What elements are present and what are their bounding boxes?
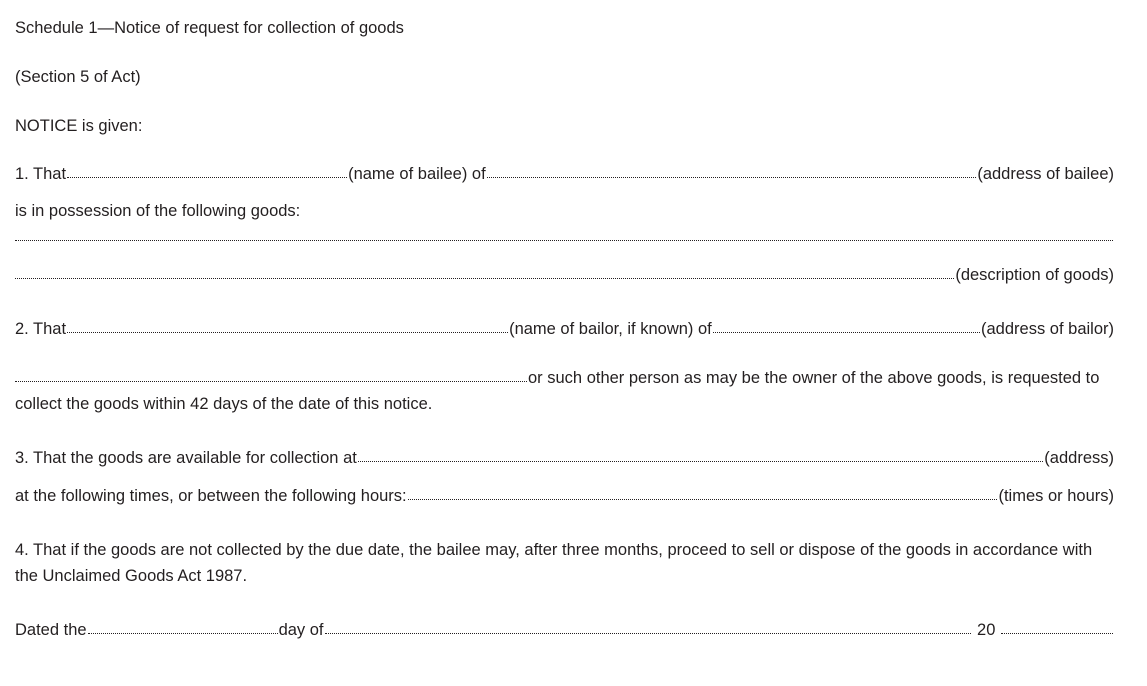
year-prefix: 20 — [972, 621, 1000, 639]
collect-text: collect the goods within 42 days of the date of this notice. — [15, 395, 433, 413]
item1-bailee-line — [15, 164, 1114, 184]
schedule-title — [15, 18, 1114, 38]
item2-prefix: 2. That — [15, 320, 67, 338]
goods-description-line-2 — [15, 265, 1114, 285]
bailee-address-field[interactable] — [487, 176, 977, 178]
goods-line2-field[interactable] — [15, 277, 954, 279]
item4-text-line2: the Unclaimed Goods Act 1987. — [15, 567, 248, 585]
collection-times-field[interactable] — [408, 498, 998, 500]
section-reference — [15, 67, 1114, 87]
bailor-name-field[interactable] — [67, 331, 508, 333]
schedule-title-text: Schedule 1—Notice of request for collection of goods — [15, 19, 404, 37]
bailee-address-label: (address of bailee) — [977, 165, 1114, 183]
notice-intro — [15, 116, 1114, 136]
bailor-name-label: (name of bailor, if known) of — [509, 320, 712, 338]
times-label: (times or hours) — [998, 487, 1114, 505]
item3-prefix: 3. That the goods are available for collection at — [15, 449, 357, 467]
collection-address-label: (address) — [1044, 449, 1114, 467]
owner-text: or such other person as may be the owner of the above goods, is requested to — [528, 369, 1100, 387]
possession-text: is in possession of the following goods: — [15, 202, 301, 220]
bailee-name-label: (name of bailee) of — [348, 165, 486, 183]
goods-description-label: (description of goods) — [955, 266, 1114, 284]
item1-prefix: 1. That — [15, 165, 67, 183]
month-field[interactable] — [325, 632, 972, 634]
collect-line — [15, 394, 1114, 414]
section-reference-text: (Section 5 of Act) — [15, 68, 141, 86]
day-field[interactable] — [88, 632, 278, 634]
goods-line1-field[interactable] — [15, 239, 1113, 241]
item3-address-line — [15, 448, 1114, 468]
bailor-address-field[interactable] — [713, 331, 980, 333]
possession-line — [15, 201, 1114, 221]
notice-intro-text: NOTICE is given: — [15, 117, 143, 135]
bailor-address-cont-field[interactable] — [15, 380, 527, 382]
dated-prefix: Dated the — [15, 621, 87, 639]
times-prefix: at the following times, or between the following hours: — [15, 487, 407, 505]
item4-line-1 — [15, 540, 1092, 560]
year-field[interactable] — [1001, 632, 1113, 634]
item3-times-line — [15, 486, 1114, 506]
day-of-label: day of — [278, 621, 324, 639]
item4-text-line1: 4. That if the goods are not collected by the due date, the bailee may, after three months, proceed to sell or dispose of the goods in accordance with — [15, 541, 1093, 559]
owner-line — [15, 368, 1114, 388]
dated-line — [15, 620, 1114, 640]
goods-description-line-1 — [15, 240, 1114, 242]
collection-address-field[interactable] — [358, 460, 1043, 462]
bailor-address-label: (address of bailor) — [981, 320, 1114, 338]
item2-bailor-line — [15, 319, 1114, 339]
bailee-name-field[interactable] — [67, 176, 347, 178]
item4-line-2 — [15, 566, 1114, 586]
